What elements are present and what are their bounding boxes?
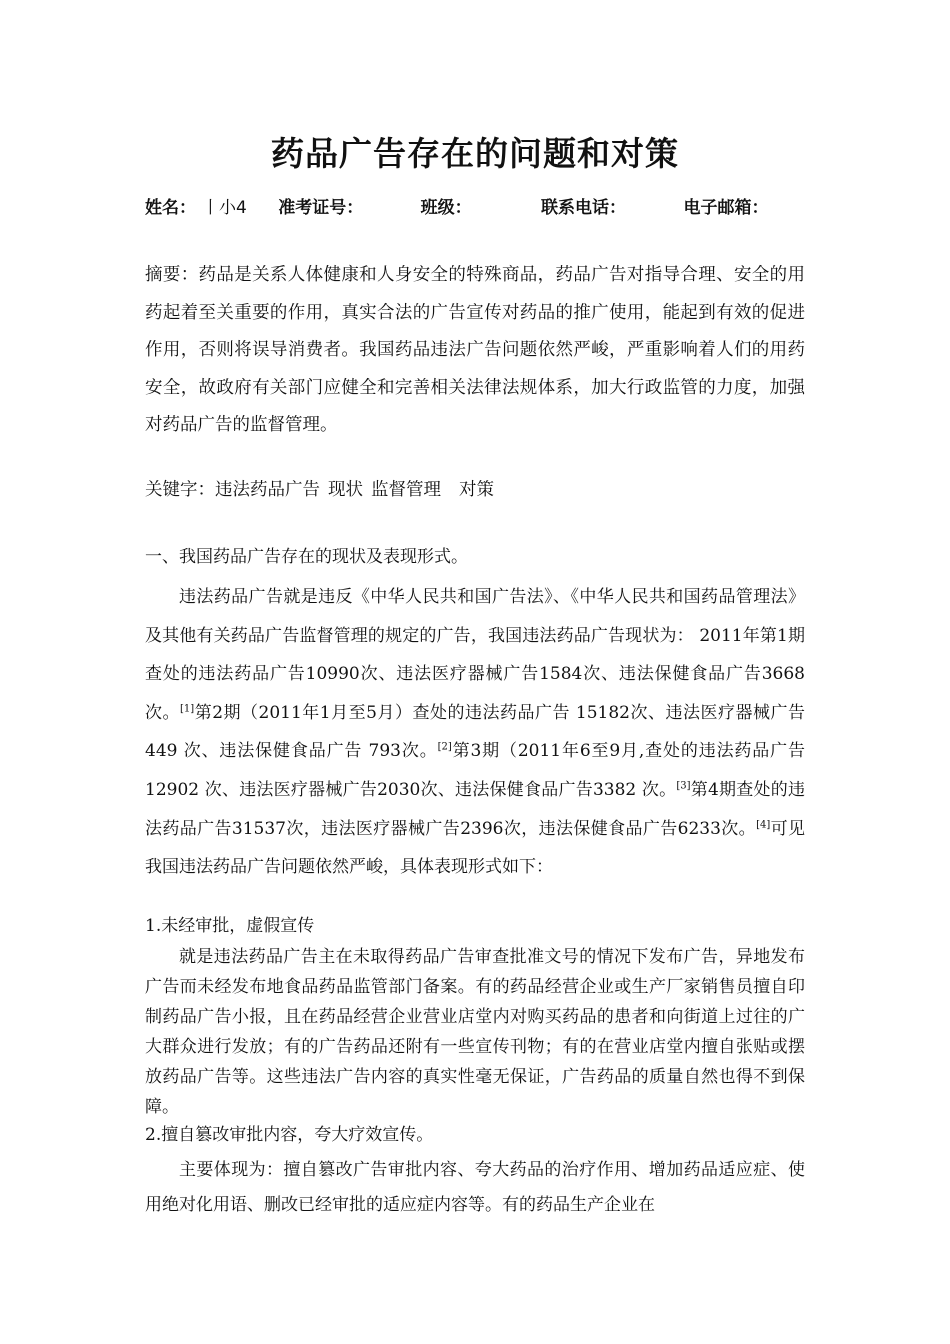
paragraph-text: 违法药品广告就是违反《中华人民共和国广告法》、《中华人民共和国药品管理法》及其他有关药品广告监督管理的规定的广告，我国违法药品广告现状为： 2011年第1期查处的违法药品广告10990次、违法医疗器械广告1584次、违法保健食品广告3668次。 <box>145 587 805 723</box>
paragraph-text: 第2期（2011年1月至5月）查处的违法药品广告 15182次、违法医疗器械广告449 次、违法保健食品广告 793次。 <box>145 702 805 762</box>
section-heading: 一、我国药品广告存在的现状及表现形式。 <box>145 547 468 567</box>
keyword-item: 违法药品广告 <box>215 480 320 500</box>
citation-ref: [3] <box>676 780 691 792</box>
keyword-item: 对策 <box>459 480 494 500</box>
phone-label: 联系电话： <box>541 198 627 218</box>
keywords-line <box>145 476 805 501</box>
email-label: 电子邮箱： <box>683 198 769 218</box>
body-paragraph <box>145 578 805 887</box>
abstract <box>145 257 805 445</box>
class-label: 班级： <box>420 198 472 218</box>
paragraph-text: 第4期查处的违法药品广告31537次，违法医疗器械广告2396次，违法保健食品广告6233次。 <box>145 779 805 839</box>
paragraph-text: 第3期（2011年6至9月,查处的违法药品广告12902 次、违法医疗器械广告2030次、违法保健食品广告3382 次。 <box>145 741 805 800</box>
author-info-line <box>145 193 845 218</box>
citation-ref: [1] <box>180 703 195 715</box>
keyword-item: 监督管理 <box>371 480 441 500</box>
subsection-heading: 2.擅自篡改审批内容，夸大疗效宣传。 <box>145 1125 434 1145</box>
keywords-label: 关键字： <box>145 480 215 500</box>
body-paragraph: 就是违法药品广告主在未取得药品广告审查批准文号的情况下发布广告，异地发布广告而未经发布地食品药品监管部门备案。有的药品经营企业或生产厂家销售员擅自印制药品广告小报，且在药品经营企业营业店堂内对购买药品的患者和向街道上过往的广大群众进行发放；有的广告药品还附有一些宣传刊物；有的在营业店堂内擅自张贴或摆放药品广告等。这些违法广告内容的真实性毫无保证，广告药品的质量自然也得不到保障。 <box>145 947 805 1117</box>
name-value: 丨小4 <box>202 198 247 218</box>
keyword-item: 现状 <box>328 480 363 500</box>
exam-number-label: 准考证号： <box>278 198 364 218</box>
subsection-heading: 1.未经审批，虚假宣传 <box>145 916 315 936</box>
document-title: 药品广告存在的问题和对策 <box>271 134 679 173</box>
name-label: 姓名： <box>145 198 196 218</box>
paragraph-text: 可见我国违法药品广告问题依然严峻，具体表现形式如下： <box>145 818 805 878</box>
abstract-label: 摘要： <box>145 265 199 285</box>
citation-ref: [4] <box>756 818 771 830</box>
abstract-text: 药品是关系人体健康和人身安全的特殊商品，药品广告对指导合理、安全的用药起着至关重要的作用，真实合法的广告宣传对药品的推广使用，能起到有效的促进作用，否则将误导消费者。我国药品违法广告问题依然严峻，严重影响着人们的用药安全，故政府有关部门应健全和完善相关法律法规体系，加大行政监管的力度，加强对药品广告的监督管理。 <box>145 265 806 435</box>
citation-ref: [2] <box>437 741 452 753</box>
body-paragraph: 主要体现为：擅自篡改广告审批内容、夸大药品的治疗作用、增加药品适应症、使用绝对化用语、删改已经审批的适应症内容等。有的药品生产企业在 <box>145 1160 805 1215</box>
